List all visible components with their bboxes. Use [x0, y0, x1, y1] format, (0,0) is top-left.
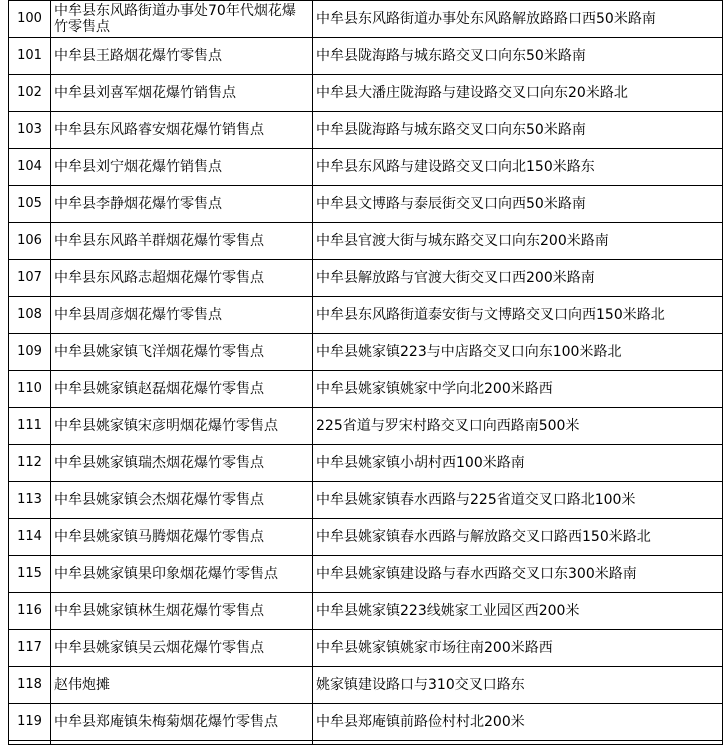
row-number-cell: 101 — [9, 38, 51, 75]
table-row — [9, 260, 723, 297]
table-row — [9, 112, 723, 149]
table-row — [9, 334, 723, 371]
address-cell: 中牟县姚家镇小胡村西100米路南 — [313, 445, 723, 482]
address-cell: 中牟县东风路与建设路交叉口向北150米路东 — [313, 149, 723, 186]
row-number-cell: 119 — [9, 704, 51, 741]
retail-point-name-cell: 中牟县东风路睿安烟花爆竹销售点 — [51, 112, 313, 149]
retail-point-name-cell: 中牟县王路烟花爆竹零售点 — [51, 38, 313, 75]
address-cell: 中牟县姚家镇春水西路与225省道交叉口路北100米 — [313, 482, 723, 519]
table-row — [9, 297, 723, 334]
table-row — [9, 38, 723, 75]
table-row — [9, 371, 723, 408]
retail-point-name-cell: 中牟县刘喜军烟花爆竹销售点 — [51, 75, 313, 112]
row-number-cell: 106 — [9, 223, 51, 260]
address-cell: 中牟县姚家镇姚家市场往南200米路西 — [313, 630, 723, 667]
row-number-cell: 100 — [9, 1, 51, 38]
retail-point-name-cell: 中牟县姚家镇吴云烟花爆竹零售点 — [51, 630, 313, 667]
table-body — [9, 1, 723, 745]
address-cell: 姚家镇建设路口与310交叉口路东 — [313, 667, 723, 704]
row-number-cell: 110 — [9, 371, 51, 408]
address-cell: 中牟县姚家镇223与中店路交叉口向东100米路北 — [313, 334, 723, 371]
retail-point-name-cell: 中牟县刘宁烟花爆竹销售点 — [51, 149, 313, 186]
table-row — [9, 445, 723, 482]
row-number-cell: 107 — [9, 260, 51, 297]
row-number-cell: 104 — [9, 149, 51, 186]
retail-point-name-cell: 中牟县东风路羊群烟花爆竹零售点 — [51, 223, 313, 260]
address-cell: 中牟县官渡大街与城东路交叉口向东200米路南 — [313, 223, 723, 260]
table-row — [9, 223, 723, 260]
row-number-cell: 103 — [9, 112, 51, 149]
table-row-partial — [9, 741, 723, 745]
row-number-cell: 102 — [9, 75, 51, 112]
retail-points-table — [8, 0, 723, 745]
table-row — [9, 519, 723, 556]
retail-point-name-cell: 中牟县郑庵镇朱梅菊烟花爆竹零售点 — [51, 704, 313, 741]
retail-point-name-cell: 中牟县姚家镇会杰烟花爆竹零售点 — [51, 482, 313, 519]
table-row — [9, 1, 723, 38]
row-number-cell: 116 — [9, 593, 51, 630]
empty-cell — [9, 741, 51, 745]
empty-cell — [313, 741, 723, 745]
retail-point-name-cell: 中牟县姚家镇飞洋烟花爆竹零售点 — [51, 334, 313, 371]
table-row — [9, 186, 723, 223]
address-cell: 中牟县大潘庄陇海路与建设路交叉口向东20米路北 — [313, 75, 723, 112]
address-cell: 中牟县东风路街道办事处东风路解放路路口西50米路南 — [313, 1, 723, 38]
table-row — [9, 408, 723, 445]
row-number-cell: 108 — [9, 297, 51, 334]
table-row — [9, 667, 723, 704]
address-cell: 中牟县陇海路与城东路交叉口向东50米路南 — [313, 112, 723, 149]
address-cell: 中牟县姚家镇姚家中学向北200米路西 — [313, 371, 723, 408]
retail-point-name-cell: 中牟县姚家镇宋彦明烟花爆竹零售点 — [51, 408, 313, 445]
retail-point-name-cell: 中牟县姚家镇林生烟花爆竹零售点 — [51, 593, 313, 630]
row-number-cell: 114 — [9, 519, 51, 556]
table-row — [9, 556, 723, 593]
retail-point-name-cell: 中牟县姚家镇马腾烟花爆竹零售点 — [51, 519, 313, 556]
address-cell: 中牟县陇海路与城东路交叉口向东50米路南 — [313, 38, 723, 75]
retail-point-name-cell: 赵伟炮摊 — [51, 667, 313, 704]
retail-point-name-cell: 中牟县姚家镇果印象烟花爆竹零售点 — [51, 556, 313, 593]
row-number-cell: 117 — [9, 630, 51, 667]
table-row — [9, 630, 723, 667]
row-number-cell: 109 — [9, 334, 51, 371]
row-number-cell: 113 — [9, 482, 51, 519]
row-number-cell: 105 — [9, 186, 51, 223]
retail-point-name-cell: 中牟县姚家镇瑞杰烟花爆竹零售点 — [51, 445, 313, 482]
row-number-cell: 111 — [9, 408, 51, 445]
row-number-cell: 115 — [9, 556, 51, 593]
row-number-cell: 118 — [9, 667, 51, 704]
retail-point-name-cell: 中牟县东风路街道办事处70年代烟花爆竹零售点 — [51, 1, 313, 38]
table-row — [9, 149, 723, 186]
table-row — [9, 704, 723, 741]
address-cell: 中牟县姚家镇春水西路与解放路交叉口路西150米路北 — [313, 519, 723, 556]
retail-point-name-cell: 中牟县东风路志超烟花爆竹零售点 — [51, 260, 313, 297]
table-row — [9, 593, 723, 630]
row-number-cell: 112 — [9, 445, 51, 482]
address-cell: 中牟县郑庵镇前路俭村村北200米 — [313, 704, 723, 741]
retail-point-name-cell: 中牟县姚家镇赵磊烟花爆竹零售点 — [51, 371, 313, 408]
retail-point-name-cell: 中牟县李静烟花爆竹零售点 — [51, 186, 313, 223]
address-cell: 中牟县姚家镇建设路与春水西路交叉口东300米路南 — [313, 556, 723, 593]
table-row — [9, 75, 723, 112]
address-cell: 中牟县文博路与泰辰街交叉口向西50米路南 — [313, 186, 723, 223]
table-row — [9, 482, 723, 519]
address-cell: 中牟县解放路与官渡大街交叉口西200米路南 — [313, 260, 723, 297]
address-cell: 中牟县东风路街道泰安街与文博路交叉口向西150米路北 — [313, 297, 723, 334]
address-cell: 225省道与罗宋村路交叉口向西路南500米 — [313, 408, 723, 445]
empty-cell — [51, 741, 313, 745]
retail-point-name-cell: 中牟县周彦烟花爆竹零售点 — [51, 297, 313, 334]
address-cell: 中牟县姚家镇223线姚家工业园区西200米 — [313, 593, 723, 630]
